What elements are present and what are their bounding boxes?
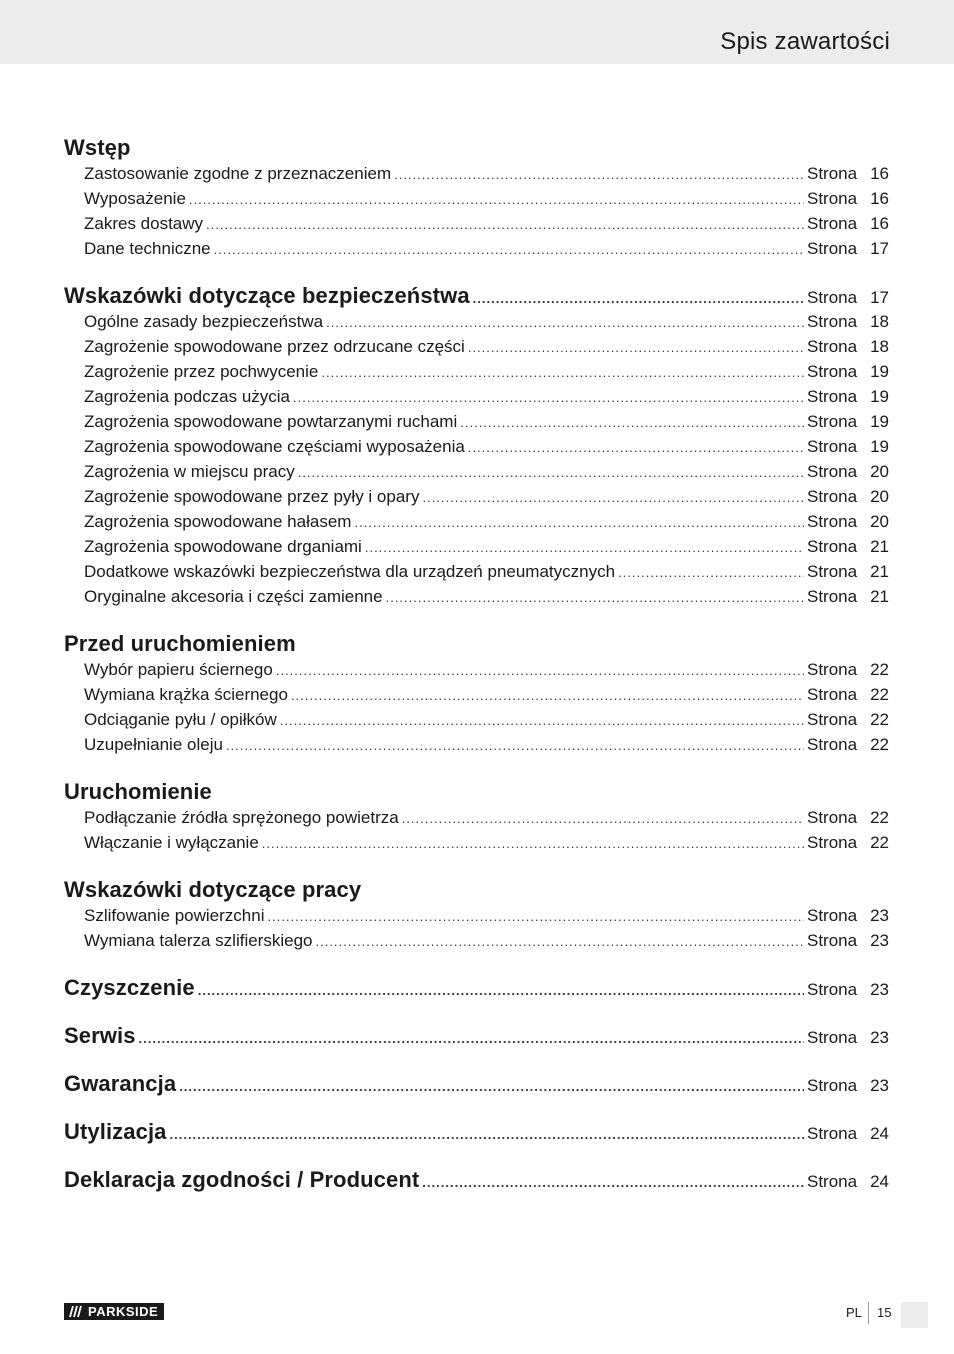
toc-section bbox=[64, 1119, 889, 1145]
page-reference bbox=[807, 484, 889, 509]
section-heading-row bbox=[64, 1167, 889, 1193]
page-reference bbox=[807, 509, 889, 534]
page-reference bbox=[807, 334, 889, 359]
toc-entry-label: Zagrożenia spowodowane hałasem bbox=[84, 512, 352, 531]
page-word: Strona bbox=[807, 931, 858, 950]
page-reference bbox=[807, 559, 889, 584]
page-word: Strona bbox=[807, 214, 858, 233]
toc-entry-label: Zagrożenia podczas użycia bbox=[84, 387, 291, 406]
page-word: Strona bbox=[807, 808, 858, 827]
page-reference bbox=[807, 682, 889, 707]
toc-entry-label: Podłączanie źródła sprężonego powietrza bbox=[84, 808, 399, 827]
dot-leader bbox=[170, 1122, 805, 1148]
page-word: Strona bbox=[807, 412, 858, 431]
toc-entry-label: Wyposażenie bbox=[84, 189, 186, 208]
toc-entry bbox=[64, 903, 889, 928]
page-word: Strona bbox=[807, 288, 858, 307]
section-heading: Uruchomienie bbox=[64, 779, 212, 804]
toc-entry-label: Dane techniczne bbox=[84, 239, 211, 258]
toc-entry-label: Zagrożenie przez pochwycenie bbox=[84, 362, 319, 381]
page-reference bbox=[807, 1121, 889, 1147]
toc-entry bbox=[64, 334, 889, 359]
dot-leader bbox=[365, 535, 804, 560]
dot-leader bbox=[315, 929, 804, 954]
toc-entry-label: Zagrożenia spowodowane drganiami bbox=[84, 537, 362, 556]
page-reference-number: 16 bbox=[870, 164, 889, 183]
page-reference bbox=[807, 1169, 889, 1195]
logo-slashes-icon bbox=[64, 1303, 86, 1320]
page-reference-number: 18 bbox=[870, 312, 889, 331]
dot-leader bbox=[298, 460, 804, 485]
toc-section bbox=[64, 1071, 889, 1097]
page-reference-number: 23 bbox=[870, 1028, 889, 1047]
page-word: Strona bbox=[807, 189, 858, 208]
section-heading-row bbox=[64, 975, 889, 1001]
toc-entry-label: Zagrożenie spowodowane przez odrzucane części bbox=[84, 337, 465, 356]
section-heading: Utylizacja bbox=[64, 1119, 167, 1144]
dot-leader bbox=[326, 310, 804, 335]
section-heading-row bbox=[64, 877, 889, 903]
dot-leader bbox=[139, 1026, 804, 1052]
toc-entry bbox=[64, 534, 889, 559]
section-heading: Deklaracja zgodności / Producent bbox=[64, 1167, 420, 1192]
page-reference-number: 23 bbox=[870, 1076, 889, 1095]
page-word: Strona bbox=[807, 164, 858, 183]
toc-entry-label: Włączanie i wyłączanie bbox=[84, 833, 259, 852]
footer-corner-box bbox=[901, 1302, 928, 1328]
page-word: Strona bbox=[807, 562, 858, 581]
section-heading-row bbox=[64, 1071, 889, 1097]
page-reference bbox=[807, 903, 889, 928]
toc-entry-label: Oryginalne akcesoria i części zamienne bbox=[84, 587, 383, 606]
page-reference-number: 19 bbox=[870, 437, 889, 456]
page-number: 15 bbox=[877, 1305, 892, 1320]
page-reference bbox=[807, 211, 889, 236]
page-reference-number: 23 bbox=[870, 980, 889, 999]
section-heading: Wskazówki dotyczące bezpieczeństwa bbox=[64, 283, 470, 308]
page-reference-number: 21 bbox=[870, 562, 889, 581]
dot-leader bbox=[618, 560, 804, 585]
page-reference-number: 22 bbox=[870, 833, 889, 852]
toc-entry bbox=[64, 682, 889, 707]
toc-entry-label: Szlifowanie powierzchni bbox=[84, 906, 265, 925]
section-heading-row bbox=[64, 135, 889, 161]
dot-leader bbox=[291, 683, 804, 708]
toc-entry-label: Wymiana talerza szlifierskiego bbox=[84, 931, 313, 950]
section-heading-row bbox=[64, 283, 889, 309]
page-reference bbox=[807, 384, 889, 409]
toc-entry bbox=[64, 707, 889, 732]
dot-leader bbox=[402, 806, 804, 831]
page-reference-number: 21 bbox=[870, 537, 889, 556]
page-reference-number: 19 bbox=[870, 387, 889, 406]
toc-entry-label: Zastosowanie zgodne z przeznaczeniem bbox=[84, 164, 392, 183]
page-reference-number: 19 bbox=[870, 412, 889, 431]
page-word: Strona bbox=[807, 437, 858, 456]
brand-name: PARKSIDE bbox=[86, 1303, 164, 1320]
toc-entry-label: Zagrożenia spowodowane częściami wyposażenia bbox=[84, 437, 465, 456]
page-word: Strona bbox=[807, 587, 858, 606]
section-heading: Gwarancja bbox=[64, 1071, 177, 1096]
page-reference-number: 24 bbox=[870, 1124, 889, 1143]
dot-leader bbox=[206, 212, 804, 237]
page-reference-number: 24 bbox=[870, 1172, 889, 1191]
page-reference-number: 23 bbox=[870, 906, 889, 925]
toc-section bbox=[64, 283, 889, 609]
toc-section bbox=[64, 779, 889, 855]
page-word: Strona bbox=[807, 1124, 858, 1143]
page-reference bbox=[807, 534, 889, 559]
toc-section bbox=[64, 877, 889, 953]
section-heading-row bbox=[64, 1119, 889, 1145]
page-word: Strona bbox=[807, 537, 858, 556]
page-word: Strona bbox=[807, 980, 858, 999]
toc-entry bbox=[64, 584, 889, 609]
page-reference-number: 17 bbox=[870, 239, 889, 258]
page-word: Strona bbox=[807, 1172, 858, 1191]
dot-leader bbox=[468, 335, 804, 360]
toc-entry-label: Wybór papieru ściernego bbox=[84, 660, 273, 679]
page-reference-number: 16 bbox=[870, 189, 889, 208]
dot-leader bbox=[267, 904, 804, 929]
page-reference bbox=[807, 928, 889, 953]
dot-leader bbox=[262, 831, 804, 856]
page-reference bbox=[807, 161, 889, 186]
parkside-logo bbox=[64, 1303, 164, 1320]
page-reference bbox=[807, 707, 889, 732]
page-reference-number: 22 bbox=[870, 660, 889, 679]
toc-entry bbox=[64, 186, 889, 211]
section-heading: Czyszczenie bbox=[64, 975, 195, 1000]
toc-entry bbox=[64, 409, 889, 434]
page-reference-number: 17 bbox=[870, 288, 889, 307]
page-reference bbox=[807, 1025, 889, 1051]
toc-entry bbox=[64, 161, 889, 186]
page-reference bbox=[807, 657, 889, 682]
toc-section bbox=[64, 975, 889, 1001]
toc-entry-label: Zagrożenia spowodowane powtarzanymi ruchami bbox=[84, 412, 458, 431]
section-heading-row bbox=[64, 779, 889, 805]
section-heading-row bbox=[64, 631, 889, 657]
page-reference bbox=[807, 285, 889, 311]
page-reference-number: 22 bbox=[870, 710, 889, 729]
page-word: Strona bbox=[807, 685, 858, 704]
page-word: Strona bbox=[807, 1076, 858, 1095]
page-word: Strona bbox=[807, 312, 858, 331]
toc-entry bbox=[64, 928, 889, 953]
page-word: Strona bbox=[807, 660, 858, 679]
page-reference-number: 20 bbox=[870, 462, 889, 481]
page-title: Spis zawartości bbox=[720, 28, 890, 55]
section-heading: Przed uruchomieniem bbox=[64, 631, 296, 656]
page-reference-number: 19 bbox=[870, 362, 889, 381]
toc-entry bbox=[64, 830, 889, 855]
page-reference-number: 18 bbox=[870, 337, 889, 356]
page-reference bbox=[807, 236, 889, 261]
toc-entry bbox=[64, 657, 889, 682]
dot-leader bbox=[422, 1170, 804, 1196]
table-of-contents bbox=[64, 135, 889, 1215]
dot-leader bbox=[354, 510, 804, 535]
toc-entry-label: Zagrożenia w miejscu pracy bbox=[84, 462, 295, 481]
toc-entry bbox=[64, 509, 889, 534]
toc-entry bbox=[64, 459, 889, 484]
dot-leader bbox=[198, 978, 804, 1004]
toc-entry bbox=[64, 359, 889, 384]
page-reference-number: 22 bbox=[870, 808, 889, 827]
page-reference bbox=[807, 830, 889, 855]
page-reference-number: 23 bbox=[870, 931, 889, 950]
toc-entry-label: Zakres dostawy bbox=[84, 214, 204, 233]
toc-entry-label: Dodatkowe wskazówki bezpieczeństwa dla urządzeń pneumatycznych bbox=[84, 562, 616, 581]
toc-entry-label: Zagrożenie spowodowane przez pyły i opary bbox=[84, 487, 420, 506]
dot-leader bbox=[473, 286, 804, 312]
page-word: Strona bbox=[807, 735, 858, 754]
page-reference bbox=[807, 805, 889, 830]
page-reference bbox=[807, 459, 889, 484]
section-heading-row bbox=[64, 1023, 889, 1049]
dot-leader bbox=[394, 162, 804, 187]
toc-entry-label: Odciąganie pyłu / opiłków bbox=[84, 710, 277, 729]
dot-leader bbox=[226, 733, 804, 758]
page-reference-number: 22 bbox=[870, 735, 889, 754]
dot-leader bbox=[276, 658, 804, 683]
language-code: PL bbox=[846, 1305, 862, 1320]
dot-leader bbox=[179, 1074, 804, 1100]
toc-section bbox=[64, 135, 889, 261]
dot-leader bbox=[386, 585, 804, 610]
page-word: Strona bbox=[807, 487, 858, 506]
toc-section bbox=[64, 1023, 889, 1049]
footer-divider bbox=[868, 1302, 869, 1324]
page-word: Strona bbox=[807, 362, 858, 381]
toc-entry bbox=[64, 309, 889, 334]
dot-leader bbox=[293, 385, 804, 410]
page-reference-number: 22 bbox=[870, 685, 889, 704]
toc-entry-label: Ogólne zasady bezpieczeństwa bbox=[84, 312, 324, 331]
page-word: Strona bbox=[807, 833, 858, 852]
toc-entry bbox=[64, 236, 889, 261]
dot-leader bbox=[460, 410, 804, 435]
page-word: Strona bbox=[807, 239, 858, 258]
dot-leader bbox=[321, 360, 804, 385]
page-reference-number: 20 bbox=[870, 487, 889, 506]
page-word: Strona bbox=[807, 462, 858, 481]
toc-entry bbox=[64, 211, 889, 236]
page-reference bbox=[807, 977, 889, 1003]
page-reference bbox=[807, 359, 889, 384]
toc-entry bbox=[64, 732, 889, 757]
page-word: Strona bbox=[807, 337, 858, 356]
page-reference-number: 21 bbox=[870, 587, 889, 606]
page-reference-number: 16 bbox=[870, 214, 889, 233]
dot-leader bbox=[422, 485, 804, 510]
toc-entry bbox=[64, 384, 889, 409]
toc-section bbox=[64, 631, 889, 757]
toc-section bbox=[64, 1167, 889, 1193]
dot-leader bbox=[189, 187, 804, 212]
page-reference bbox=[807, 1073, 889, 1099]
page-reference bbox=[807, 186, 889, 211]
page-reference-number: 20 bbox=[870, 512, 889, 531]
section-heading: Wskazówki dotyczące pracy bbox=[64, 877, 362, 902]
page-reference bbox=[807, 434, 889, 459]
toc-entry bbox=[64, 805, 889, 830]
page-word: Strona bbox=[807, 387, 858, 406]
page-reference bbox=[807, 309, 889, 334]
toc-entry-label: Uzupełnianie oleju bbox=[84, 735, 223, 754]
dot-leader bbox=[468, 435, 804, 460]
page-word: Strona bbox=[807, 1028, 858, 1047]
dot-leader bbox=[214, 237, 804, 262]
page-word: Strona bbox=[807, 710, 858, 729]
section-heading: Serwis bbox=[64, 1023, 136, 1048]
toc-entry bbox=[64, 434, 889, 459]
page-reference bbox=[807, 409, 889, 434]
dot-leader bbox=[280, 708, 804, 733]
page-reference bbox=[807, 732, 889, 757]
page-word: Strona bbox=[807, 512, 858, 531]
toc-entry bbox=[64, 559, 889, 584]
section-heading: Wstęp bbox=[64, 135, 131, 160]
toc-entry-label: Wymiana krążka ściernego bbox=[84, 685, 288, 704]
page-reference bbox=[807, 584, 889, 609]
page-word: Strona bbox=[807, 906, 858, 925]
toc-entry bbox=[64, 484, 889, 509]
